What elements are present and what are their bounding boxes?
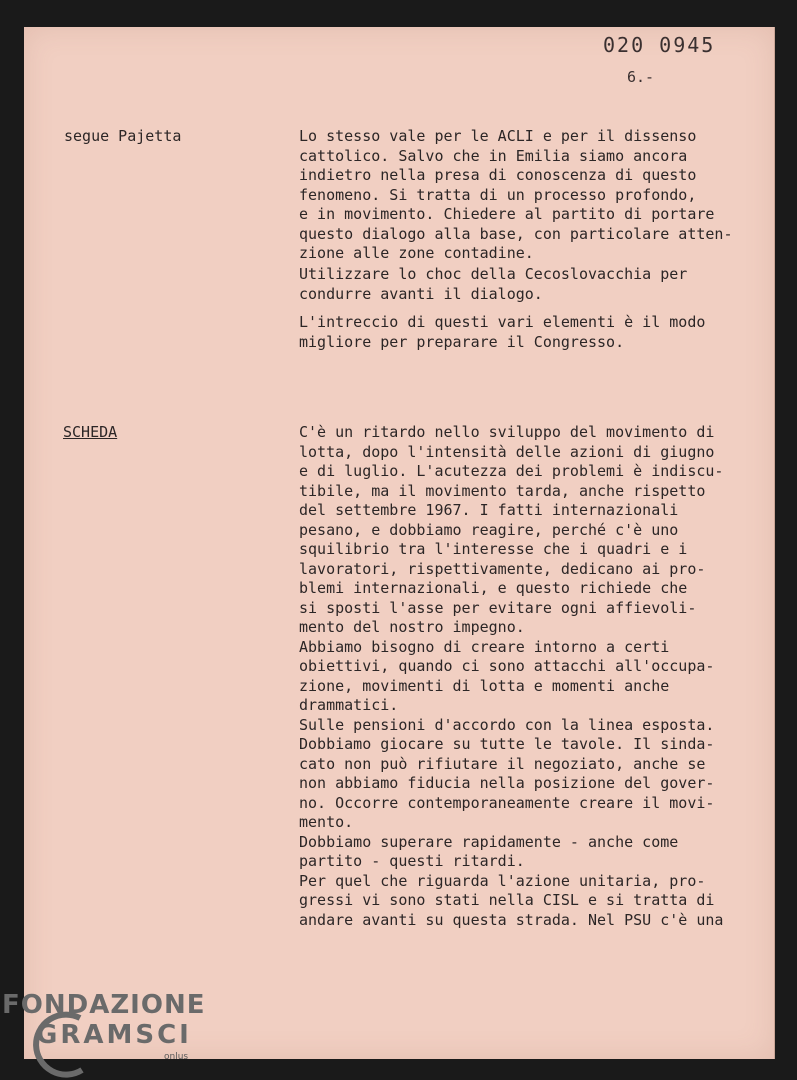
text-line: Utilizzare lo choc della Cecoslovacchia per (299, 265, 688, 283)
text-line: gressi vi sono stati nella CISL e si tratta di (299, 891, 715, 909)
text-line: del settembre 1967. I fatti internazionali (299, 501, 679, 519)
text-line: si sposti l'asse per evitare ogni affievoli- (299, 598, 697, 617)
text-line: mento del nostro impegno. (299, 618, 525, 636)
text-line: Per quel che riguarda l'azione unitaria, pro- (299, 871, 706, 890)
page-number: 6.- (627, 68, 655, 86)
paragraph-cecoslovacchia (299, 265, 751, 304)
text-line: tibile, ma il movimento tarda, anche rispetto (299, 481, 706, 500)
text-line: Dobbiamo superare rapidamente - anche come (299, 832, 679, 851)
watermark-line1: FONDAZIONE (2, 990, 206, 1020)
text-line: e in movimento. Chiedere al partito di portare (299, 205, 715, 223)
text-line: no. Occorre contemporaneamente creare il movi- (299, 793, 715, 812)
text-line: fenomeno. Si tratta di un processo profondo, (299, 185, 697, 204)
text-line: e di luglio. L'acutezza dei problemi è indiscu- (299, 462, 724, 480)
speaker-label-scheda: SCHEDA (63, 423, 118, 441)
text-line: Sulle pensioni d'accordo con la linea esposta. (299, 715, 715, 734)
paragraph-acli (299, 127, 751, 264)
text-line: condurre avanti il dialogo. (299, 284, 543, 303)
text-line: cattolico. Salvo che in Emilia siamo ancora (299, 146, 688, 165)
archive-stamp-number: 020 0945 (603, 33, 716, 57)
text-line: andare avanti su questa strada. Nel PSU c'è una (299, 910, 724, 929)
text-line: indietro nella presa di conoscenza di questo (299, 166, 697, 184)
fondazione-gramsci-watermark (2, 992, 205, 1048)
text-line: questo dialogo alla base, con particolare atten- (299, 224, 733, 243)
text-line: lotta, dopo l'intensità delle azioni di giugno (299, 442, 715, 461)
text-line: migliore per preparare il Congresso. (299, 332, 625, 351)
watermark-line2: GRAMSCI (36, 1020, 192, 1050)
text-line: drammatici. (299, 696, 399, 714)
text-line: zione, movimenti di lotta e momenti anche (299, 676, 670, 695)
text-line: obiettivi, quando ci sono attacchi all'occupa- (299, 657, 715, 675)
text-line: mento. (299, 813, 354, 831)
text-line: blemi internazionali, e questo richiede che (299, 579, 688, 597)
text-line: L'intreccio di questi vari elementi è il modo (299, 313, 706, 331)
paragraph-congresso (299, 313, 751, 352)
text-line: C'è un ritardo nello sviluppo del movimento di (299, 423, 715, 441)
text-line: squilibrio tra l'interesse che i quadri e i (299, 540, 688, 558)
text-line: cato non può rifiutare il negoziato, anche se (299, 754, 706, 773)
text-line: lavoratori, rispettivamente, dedicano ai pro- (299, 559, 706, 578)
text-line: non abbiamo fiducia nella posizione del gover- (299, 774, 715, 792)
text-line: Lo stesso vale per le ACLI e per il dissenso (299, 127, 697, 145)
text-line: Abbiamo bisogno di creare intorno a certi (299, 637, 670, 656)
text-line: partito - questi ritardi. (299, 852, 525, 870)
watermark-suffix: onlus (164, 1052, 189, 1062)
paragraph-scheda (299, 423, 751, 930)
text-line: pesano, e dobbiamo reagire, perché c'è uno (299, 520, 679, 539)
speaker-label-pajetta: segue Pajetta (64, 127, 182, 145)
text-line: zione alle zone contadine. (299, 244, 534, 262)
text-line: Dobbiamo giocare su tutte le tavole. Il sinda- (299, 735, 715, 753)
